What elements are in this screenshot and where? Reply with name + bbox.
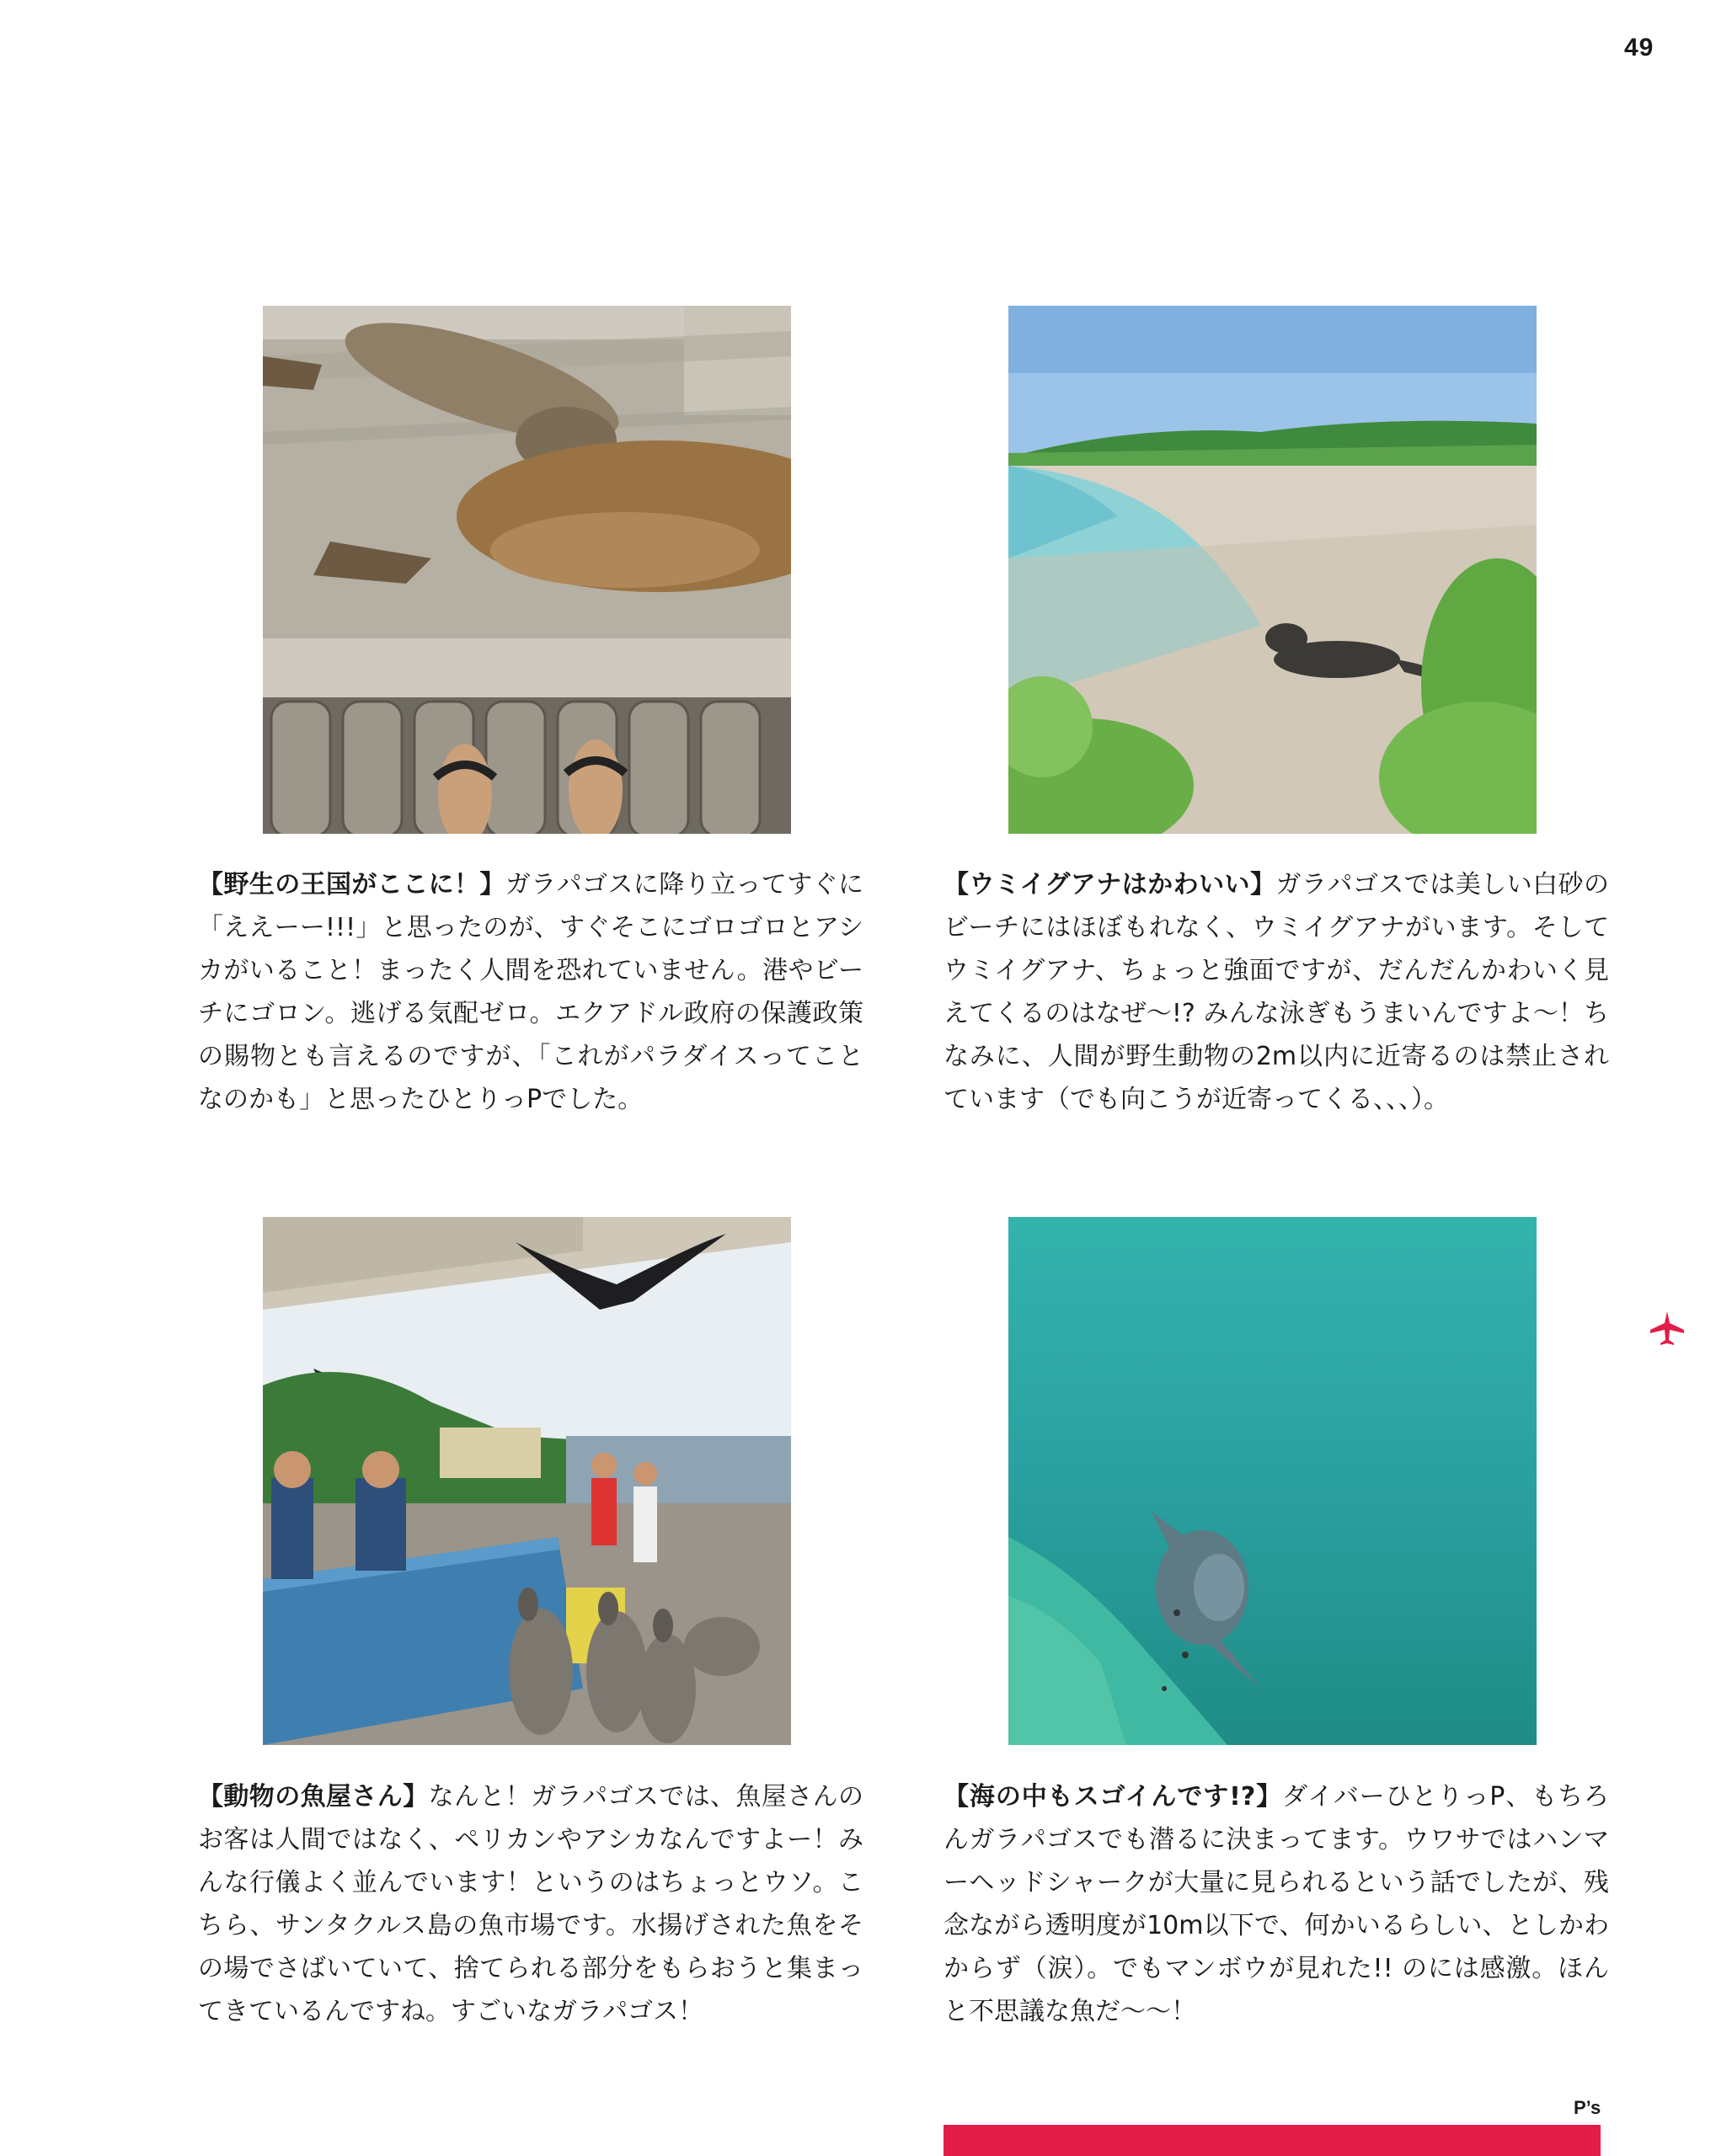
footer-label: P’s — [1574, 2097, 1601, 2118]
caption-sunfish — [944, 1775, 1609, 2033]
caption-title: 【ウミイグアナはかわいい】 — [944, 870, 1276, 899]
footer-bar — [944, 2125, 1601, 2156]
caption-marine-iguana — [944, 863, 1609, 1121]
caption-sea-lions — [198, 863, 863, 1121]
photo-sunfish — [1008, 1217, 1537, 1745]
photo-marine-iguana — [1008, 306, 1537, 834]
page-number: 49 — [1624, 34, 1655, 61]
caption-fish-market — [198, 1775, 863, 2033]
caption-text: ガラパゴスに降り立ってすぐに「ええーー!!!」と思ったのが、すぐそこにゴロゴロとアシカがいること！まったく人間を恐れていません。港やビーチにゴロン。逃げる気配ゼロ。エクアドル政府の保護政策の賜物とも言えるのですが、「これがパラダイスってことなのかも」と思ったひとりっPでした。 — [198, 870, 864, 1114]
caption-title: 【海の中もスゴイんです!?】 — [944, 1782, 1283, 1812]
caption-text: ガラパゴスでは美しい白砂のビーチにはほぼもれなく、ウミイグアナがいます。そしてウミイグアナ、ちょっと強面ですが、だんだんかわいく見えてくるのはなぜ～!? みんな泳ぎもうまいんですよ～！ちなみに、人間が野生動物の2m以内に近寄るのは禁止されています（でも向こうが近寄ってくる、、、）。 — [944, 870, 1610, 1114]
photo-fish-market — [263, 1217, 791, 1745]
photo-sea-lions — [263, 306, 791, 834]
caption-title: 【野生の王国がここに！】 — [198, 870, 505, 899]
caption-text: ダイバーひとりっP、もちろんガラパゴスでも潜るに決まってます。ウワサではハンマーヘッドシャークが大量に見られるという話でしたが、残念ながら透明度が10m以下で、何かいるらしい、としかわからず（涙）。でもマンボウが見れた!! のには感激。ほんと不思議な魚だ～～！ — [944, 1782, 1610, 2026]
airplane-icon — [1649, 1310, 1686, 1347]
caption-title: 【動物の魚屋さん】 — [198, 1782, 429, 1812]
caption-text: なんと！ガラパゴスでは、魚屋さんのお客は人間ではなく、ペリカンやアシカなんですよー！みんな行儀よく並んでいます！というのはちょっとウソ。こちら、サンタクルス島の魚市場です。水揚げされた魚をその場でさばいていて、捨てられる部分をもらおうと集まってきているんですね。すごいなガラパゴス！ — [198, 1782, 864, 2026]
